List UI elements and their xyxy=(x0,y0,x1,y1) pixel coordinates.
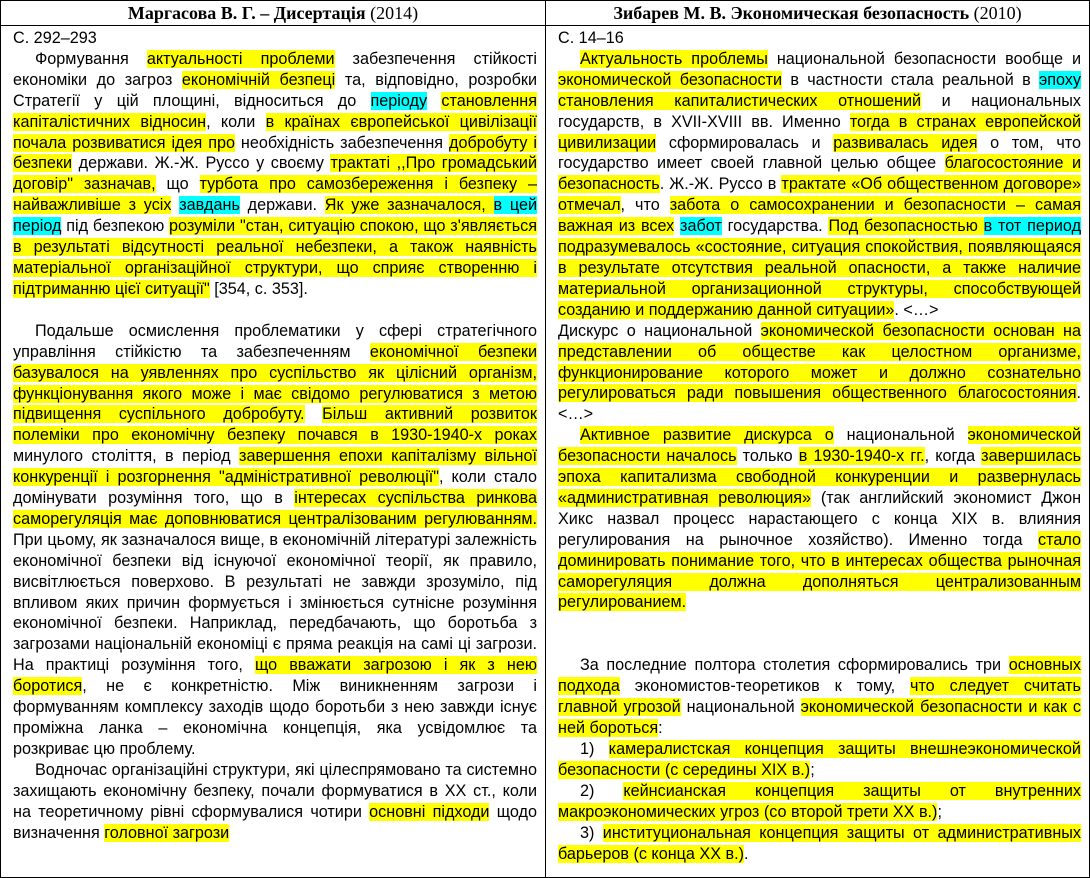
highlighted-text: экономической безопасности xyxy=(558,70,783,89)
highlighted-text: інтересах суспільства ринкова саморегуляція має доповнюватися централізованим регулюванням. xyxy=(13,489,537,528)
highlighted-text: в країнах європейської цивілізації xyxy=(265,112,537,131)
left-paragraph xyxy=(13,321,537,760)
left-paragraph xyxy=(13,49,537,300)
highlighted-text: стало доминировать понимание того, что в интересах общества рыночная саморегуляция должна дополняться централизованным регулированием. xyxy=(558,530,1081,612)
text-segment xyxy=(427,92,441,110)
text-segment: Водночас організаційні структури, які цілеспрямовано та системно захищають економічну безпеку, почали формуватися в ХХ ст., коли на теоретичному рівні сформувалися чотири xyxy=(13,760,537,821)
highlighted-text: актуальності проблеми xyxy=(146,49,335,68)
text-segment: и национальных государств, в XVII-XVIII вв. Именно xyxy=(558,91,1081,131)
highlighted-text: экономической безопасности основан на представлении об обществе как целостном организме, функционирование которого может и должно сознательно регулироваться ради повышения общественного благосостояния xyxy=(558,321,1081,403)
highlighted-text: розуміли "стан, ситуацію спокою, що з'являється в результаті відсутності реальної небезпеки, а також наявність матеріальної організаційної структури, що сприяє створенню і підтриманню цієї ситуації" xyxy=(13,217,537,298)
right-header-year: (2010) xyxy=(973,3,1022,23)
text-segment: экономистов-теоретиков к тому, xyxy=(619,677,911,696)
highlighted-text: економічної безпеки базувалося на уявленнях про суспільство як цілісний організм, функціонування якого може і має свідомо регулюватися з метою підвищення суспільного добробуту. xyxy=(13,342,537,424)
highlighted-text: основні підходи xyxy=(369,802,490,821)
text-segment: щодо визначення xyxy=(13,802,537,842)
left-header-author: Маргасова В. Г. – Дисертація xyxy=(127,3,366,23)
highlighted-text: добробуту і безпеки xyxy=(13,133,537,173)
right-paragraph xyxy=(558,49,1081,321)
highlighted-text: в цей період xyxy=(13,196,537,236)
highlighted-text: забота о самосохранении и безопасности – самая важная из всех xyxy=(558,196,1081,236)
right-column xyxy=(545,0,1090,878)
highlighted-text: головної загрози xyxy=(104,823,230,842)
text-segment: ; xyxy=(937,802,942,821)
text-segment: 3) xyxy=(580,823,603,842)
text-segment: национальной xyxy=(680,698,801,717)
highlighted-text: подразумевалось «состояние, ситуация спокойствия, появляющаяся в результате отсутствия реальной опасности, а также наличие материальной организационной структуры, способствующей созданию и поддержанию данной ситуации» xyxy=(558,238,1081,319)
text-segment: минулого століття, в період xyxy=(13,447,240,466)
text-segment: Формування xyxy=(35,49,147,68)
text-segment: що xyxy=(155,175,200,194)
highlighted-text: в 1930-1940-х гг. xyxy=(798,447,925,466)
highlighted-text: турбота про самозбереження і безпеку – найважливіше з усіх xyxy=(13,175,537,215)
highlighted-text: Активное развитие дискурса о xyxy=(580,426,834,445)
text-segment: . Ж.-Ж. Руссо в xyxy=(659,175,782,194)
highlighted-text: основных подхода xyxy=(558,656,1081,696)
highlighted-text: Актуальность проблемы xyxy=(580,49,768,68)
right-body xyxy=(546,26,1089,864)
highlighted-text: завершилась эпоха капитализма свободной конкуренции и развернулась «административная революция» xyxy=(558,447,1082,507)
text-segment: під безпекою xyxy=(61,217,170,236)
text-segment: держави. xyxy=(239,196,325,215)
text-segment: о том, что государство имеет своей главной целью общее xyxy=(558,133,1081,173)
highlighted-text: институциональная концепция защиты от административных барьеров (с конца XX в.) xyxy=(558,823,1081,863)
highlighted-text: завершення епохи капіталізму вільної конкуренції і розгорнення "адміністративної революції" xyxy=(13,447,538,487)
highlighted-text: экономической безопасности и как с ней бороться xyxy=(558,698,1081,738)
highlighted-text: почала розвиватися ідея про xyxy=(13,133,235,152)
left-page-ref: С. 292–293 xyxy=(13,29,97,47)
text-segment: : xyxy=(658,719,663,738)
text-segment: , что xyxy=(620,196,670,215)
left-header-year: (2014) xyxy=(370,3,419,23)
text-segment: За последние полтора столетия сформировались три xyxy=(580,656,1009,675)
right-paragraph xyxy=(558,321,1081,426)
text-segment: Дискурс о национальной xyxy=(558,321,761,340)
text-segment: Подальше осмислення проблематики у сфері стратегічного управління стійкістю та забезпеченням xyxy=(13,321,537,361)
highlighted-text: Більш активний розвиток полеміки про економічну безпеку почався в 1930-1940-х роках xyxy=(13,405,537,445)
highlighted-text: економічній безпеці xyxy=(181,70,336,89)
text-segment: держави. Ж.-Ж. Руссо у своєму xyxy=(72,154,331,173)
highlighted-text: Под безопасностью xyxy=(828,217,984,236)
highlighted-text: Як уже зазначалося, xyxy=(324,196,494,215)
highlighted-text: развивалась идея xyxy=(833,133,978,152)
highlighted-text: эпоху xyxy=(1038,70,1081,89)
text-segment: (так английский экономист Джон Хикс назвал процесс нарастающего с конца XIX в. влияния регулирования на рыночное хозяйство). Именно тогда xyxy=(558,488,1082,549)
text-segment: , не є конкретністю. Між виникненням загрози і формуванням комплексу заходів щодо боротьби з нею завжди існує проміжна ланка – економічна концепція, яка усвідомлює та розкриває цю проблему. xyxy=(13,677,537,758)
highlighted-text: становлення капіталістичних відносин xyxy=(13,91,537,131)
left-paragraph xyxy=(13,760,537,844)
text-segment: сформировалась и xyxy=(656,133,834,152)
highlighted-text: что следует считать главной угрозой xyxy=(558,677,1081,717)
highlighted-text: тогда в странах европейской цивилизации xyxy=(558,112,1081,152)
highlighted-text: камералистская концепция защиты внешнеэкономической безопасности (с середины XIX в.) xyxy=(558,740,1081,779)
text-segment: национальной безопасности вообще и xyxy=(767,49,1082,68)
text-segment: , когда xyxy=(924,447,982,466)
highlighted-text: становления капиталистических отношений xyxy=(558,91,922,110)
highlighted-text: завдань xyxy=(179,196,240,215)
highlighted-text: кейнсианская концепция защиты от внутренних макроэкономических угроз (со второй трети XX в.) xyxy=(558,781,1081,821)
text-segment: , коли xyxy=(206,112,266,131)
highlighted-text: в тот период xyxy=(983,217,1082,236)
right-paragraph xyxy=(558,425,1081,613)
text-segment: забезпечення стійкості економіки до загроз xyxy=(13,49,538,89)
text-segment: . <…> xyxy=(558,384,1081,424)
highlighted-text: экономической безопасности началось xyxy=(558,426,1081,466)
text-segment: При цьому, як зазначалося вище, в економічній літературі залежність економічної безпеки від існуючої економічної теорії, як правило, висвітлюється поверхово. В результаті не завжди зрозуміло, під впливом яких причин формується і змінюється сутнісне розуміння економічної безпеки. Наприклад, передбачають, що боротьба з загрозами національній економіці є пряма реакція на самі ці загрози. На практиці розуміння того, xyxy=(13,530,537,675)
right-header-author: Зибарев М. В. Экономическая безопасность xyxy=(613,3,970,23)
text-segment: 1) xyxy=(580,740,609,758)
highlighted-text: що вважати загрозою і як з нею боротися xyxy=(13,656,538,696)
left-body xyxy=(1,26,545,843)
right-list-item xyxy=(558,781,1081,823)
right-page-ref: С. 14–16 xyxy=(558,29,624,47)
text-segment: , коли стало домінувати розуміння того, що в xyxy=(13,468,537,508)
text-segment: только xyxy=(736,447,799,466)
right-list-item xyxy=(558,823,1081,865)
text-segment: [354, с. 353]. xyxy=(209,279,308,298)
highlighted-text: забот xyxy=(680,217,722,236)
right-paragraph xyxy=(558,655,1081,739)
text-segment: та, відповідно, розробки Стратегії у цій площині, відноситься до xyxy=(13,70,537,110)
text-segment: 2) xyxy=(580,781,624,800)
text-segment: в частности стала реальной в xyxy=(782,70,1039,89)
text-segment: государства. xyxy=(721,217,829,236)
right-list-item xyxy=(558,739,1081,781)
text-segment: . <…> xyxy=(894,300,939,319)
highlighted-text: благосостояние и безопасность xyxy=(558,154,1081,194)
text-segment xyxy=(305,405,323,423)
highlighted-text: періоду xyxy=(370,91,428,110)
text-segment: национальной xyxy=(833,426,968,445)
text-segment: необхідність забезпечення xyxy=(234,133,450,152)
right-header xyxy=(546,1,1089,26)
text-segment: . xyxy=(743,844,749,863)
highlighted-text: трактаті ,,Про громадський договір" зазначав, xyxy=(13,154,537,194)
left-header xyxy=(1,1,545,26)
text-segment: ; xyxy=(810,760,815,779)
highlighted-text: трактате «Об общественном договоре» отмечал xyxy=(558,175,1082,215)
